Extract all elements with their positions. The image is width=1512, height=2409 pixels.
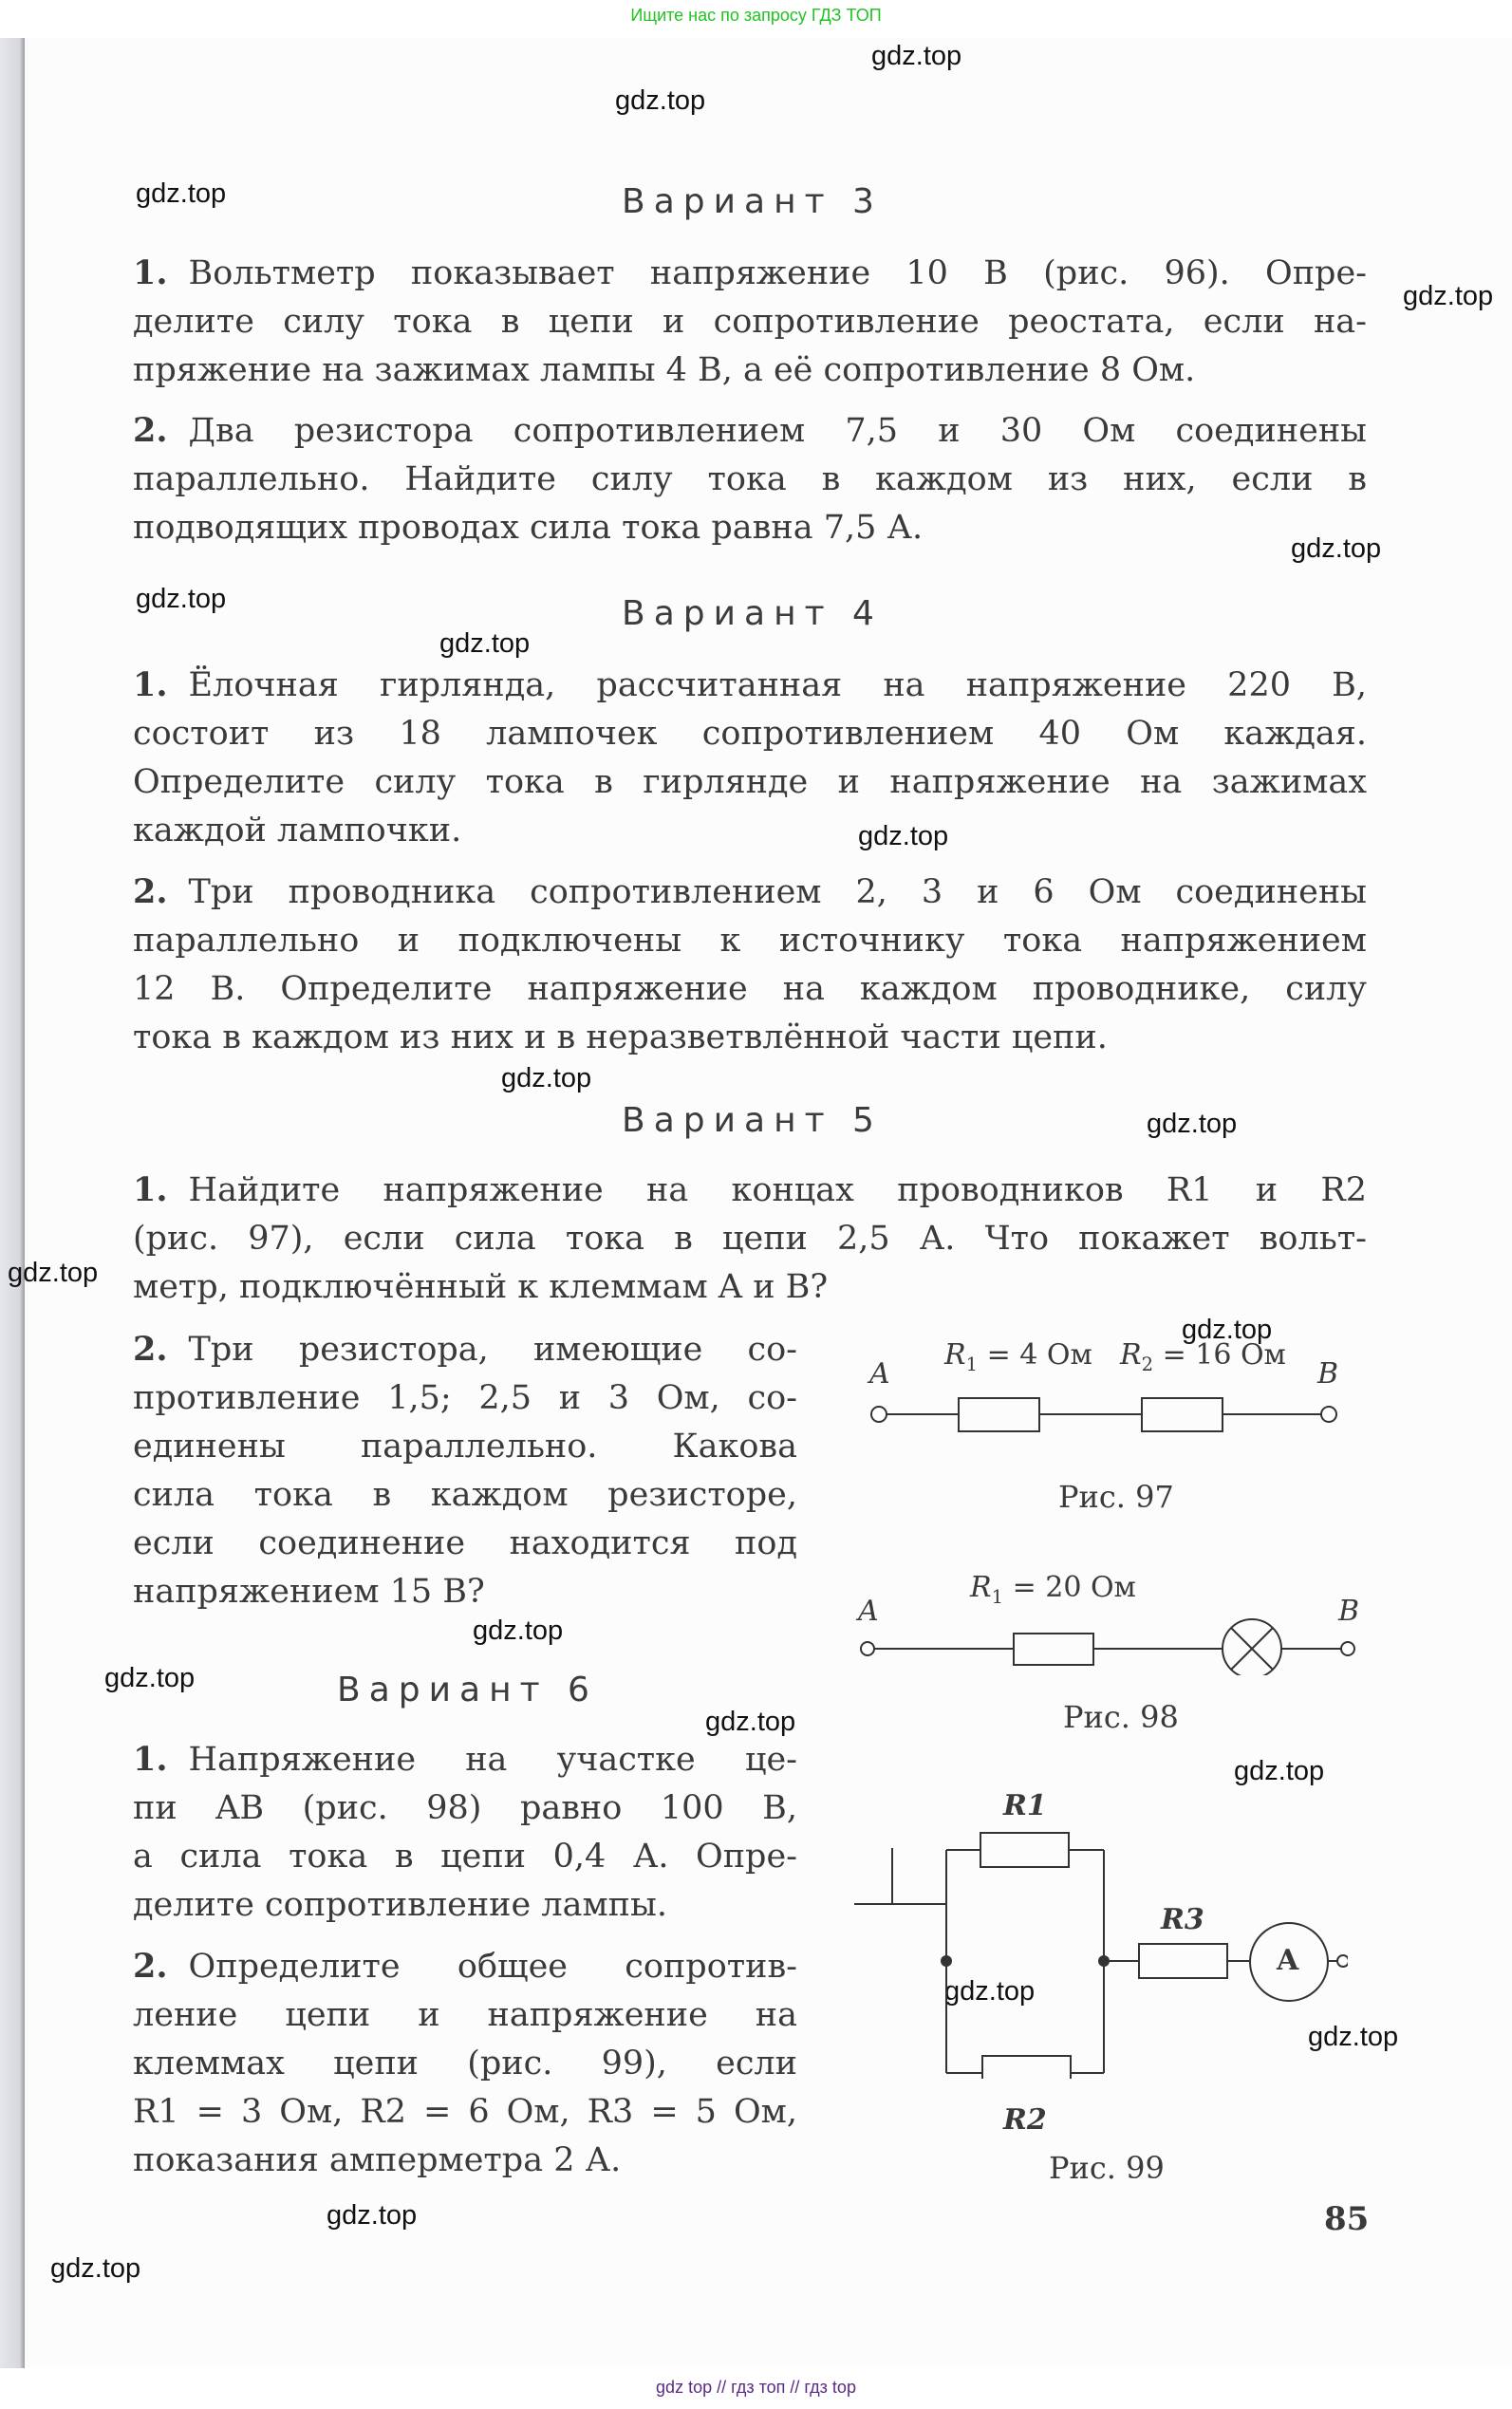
variant-6-task-1 [133,1735,797,1930]
r1-value-label: $R_1 = 20$ Ом [970,1571,1136,1608]
task-text: а сила тока в цепи 0,4 А. Опре- [133,1838,797,1876]
task-text: Напряжение на участке це- [188,1741,797,1779]
watermark: gdz.top [615,85,706,116]
page-number: 85 [1324,2200,1370,2238]
task-text: 12 В. Определите напряжение на каждом проводнике, силу [133,970,1367,1008]
task-text: пряжение на зажимах лампы 4 В, а её сопротивление 8 Ом. [133,351,1196,389]
task-text: подводящих проводах сила тока равна 7,5 А. [133,509,924,547]
task-text: R1 = 3 Ом, R2 = 6 Ом, R3 = 5 Ом, [133,2093,797,2131]
variant-5-task-2 [133,1325,797,1616]
watermark: gdz.top [327,2200,418,2231]
watermark: gdz.top [104,1663,196,1693]
variant-3-heading: Вариант 3 [622,182,883,221]
watermark: gdz.top [439,628,531,659]
task-text: Три резистора, имеющие со- [188,1331,797,1369]
variant-6-task-2 [133,1942,797,2185]
task-number: 2. [133,872,168,911]
task-text: параллельно и подключены к источнику тока напряжением [133,922,1367,960]
variant-3-task-1 [133,249,1367,395]
task-text: сила тока в каждом резисторе, [133,1476,797,1514]
watermark: gdz.top [8,1258,99,1288]
watermark: gdz.top [944,1976,1036,2007]
watermark: gdz.top [50,2253,141,2284]
task-text: если соединение находится под [133,1524,797,1562]
task-number: 1. [133,1740,168,1779]
watermark: gdz.top [473,1615,564,1646]
terminal-a-label: A [858,1595,879,1628]
variant-4-task-2 [133,868,1367,1062]
variant-6-heading: Вариант 6 [337,1671,598,1709]
watermark: gdz.top [858,821,949,851]
task-text: Найдите напряжение на концах проводников R1 и R2 [188,1171,1367,1209]
r3-label: R3 [1161,1903,1204,1936]
watermark: gdz.top [705,1707,796,1737]
task-text: тока в каждом из них и в неразветвлённой части цепи. [133,1018,1108,1056]
figure-99-circuit [854,1765,1348,2137]
task-text: Два резистора сопротивлением 7,5 и 30 Ом соединены [188,412,1367,450]
figure-98-circuit [854,1571,1372,1675]
terminal-a-label: A [869,1357,890,1391]
task-text: (рис. 97), если сила тока в цепи 2,5 А. Что покажет вольт- [133,1220,1367,1258]
watermark: gdz.top [1291,533,1382,564]
task-text: Определите силу тока в гирлянде и напряжение на зажимах [133,763,1367,801]
watermark: gdz.top [871,41,962,71]
task-text: единены параллельно. Какова [133,1428,797,1466]
task-text: делите сопротивление лампы. [133,1886,667,1924]
watermark: gdz.top [501,1063,592,1093]
watermark: gdz.top [1147,1109,1238,1139]
variant-5-heading: Вариант 5 [622,1101,883,1140]
task-number: 1. [133,665,168,704]
task-text: клеммах цепи (рис. 99), если [133,2045,797,2082]
top-banner[interactable]: Ищите нас по запросу ГДЗ ТОП [630,6,882,25]
watermark: gdz.top [136,178,227,209]
task-text: пи AB (рис. 98) равно 100 В, [133,1789,797,1827]
task-text: Три проводника сопротивлением 2, 3 и 6 Ом соединены [188,873,1367,911]
figure-97-circuit [854,1338,1367,1443]
task-text: ление цепи и напряжение на [133,1996,797,2034]
watermark: gdz.top [1234,1756,1325,1786]
watermark: gdz.top [1403,281,1494,311]
task-text: состоит из 18 лампочек сопротивлением 40 Ом каждая. [133,715,1367,753]
variant-5-task-1 [133,1166,1367,1312]
figure-98-caption: Рис. 98 [1063,1699,1179,1735]
page-spine-shadow [0,38,25,2368]
r1-label: R1 [1003,1789,1047,1822]
series-circuit-diagram [854,1338,1367,1443]
bottom-banner[interactable]: gdz top // гдз топ // гдз top [656,2378,856,2397]
task-number: 2. [133,411,168,450]
task-text: Определите общее сопротив- [188,1948,797,1986]
task-text: метр, подключённый к клеммам A и B? [133,1268,829,1306]
variant-4-task-1 [133,661,1367,855]
figure-97-caption: Рис. 97 [1058,1479,1174,1515]
task-number: 1. [133,253,168,292]
task-text: Ёлочная гирлянда, рассчитанная на напряжение 220 В, [188,666,1367,704]
watermark: gdz.top [136,584,227,614]
task-text: показания амперметра 2 А. [133,2141,622,2179]
terminal-b-label: B [1338,1595,1360,1628]
task-text: напряжением 15 В? [133,1573,485,1611]
r1-value-label: $R_1 = 4$ Ом [944,1338,1092,1375]
watermark: gdz.top [1182,1315,1273,1345]
task-text: Вольтметр показывает напряжение 10 В (рис. 96). Опре- [188,254,1367,292]
task-text: параллельно. Найдите силу тока в каждом из них, если в [133,460,1367,498]
task-number: 1. [133,1170,168,1209]
variant-3-task-2 [133,406,1367,552]
task-text: делите силу тока в цепи и сопротивление реостата, если на- [133,303,1367,341]
r2-label: R2 [1003,2103,1047,2137]
task-number: 2. [133,1330,168,1369]
task-text: противление 1,5; 2,5 и 3 Ом, со- [133,1379,797,1417]
task-number: 2. [133,1947,168,1986]
task-text: каждой лампочки. [133,812,462,850]
terminal-b-label: B [1317,1357,1339,1391]
figure-99-caption: Рис. 99 [1049,2150,1165,2186]
r2-value-label: $R_2 = 16$ Ом [1120,1338,1286,1375]
parallel-series-circuit-diagram [854,1765,1348,2079]
ammeter-icon: A [1277,1944,1299,1977]
variant-4-heading: Вариант 4 [622,594,883,633]
watermark: gdz.top [1308,2022,1399,2052]
